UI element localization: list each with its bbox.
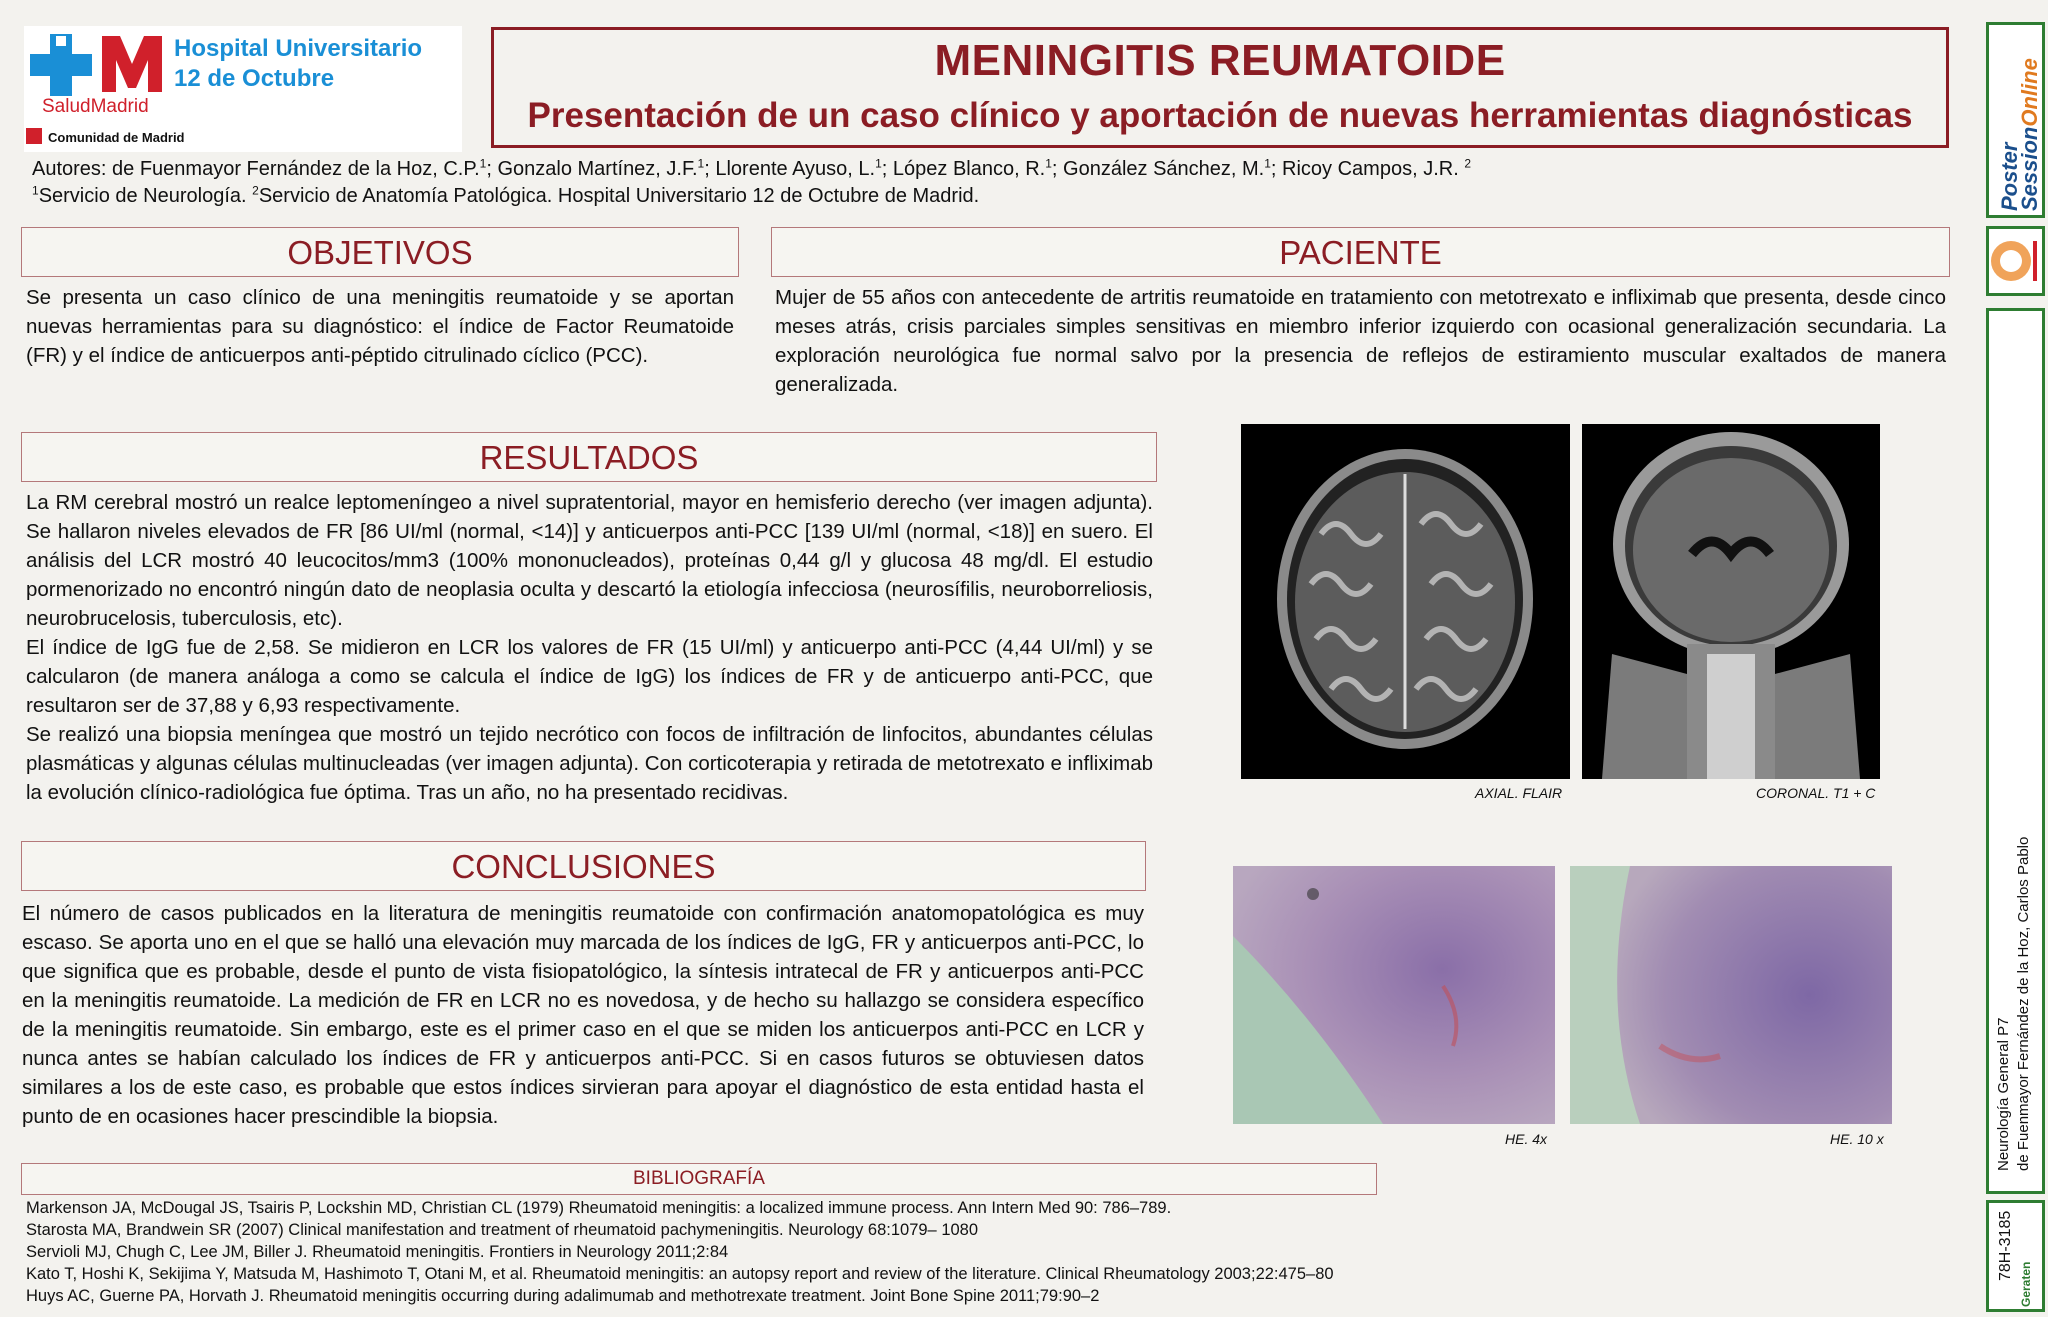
poster-info-category: Neurología General P7 xyxy=(1995,1017,2012,1171)
conclusiones-text: El número de casos publicados en la literatura de meningitis reumatoide con confirmación anatomopatológica es muy escaso. Se aporta uno en el que se halló una elevación muy marcada de los índices de IgG, FR y anticuerpos anti-PCC, lo que significa que es probable, desde el punto de vista fisiopatológico, la síntesis intratecal de FR y anticuerpos anti-PCC en la meningitis reumatoide. La medición de FR en LCR no es novedosa, y de hecho su hallazgo se considera específico de la meningitis reumatoide. Sin embargo, este es el primer caso en el que se miden los anticuerpos anti-PCC en LCR y nunca antes se habían calculado los índices de FR y anticuerpos anti-PCC. Si en casos futuros se obtuviesen datos similares a los de este caso, es probable que estos índices sirvieran para apoyar el diagnóstico de esta entidad hasta el punto de en ocasiones hacer prescindible la biopsia. xyxy=(22,902,1144,1128)
sup-3: 1 xyxy=(875,156,882,171)
conclusiones-heading: CONCLUSIONES xyxy=(21,841,1146,891)
brand-online: Online xyxy=(2017,58,2042,127)
author-2: ; Gonzalo Martínez, J.F. xyxy=(486,158,698,180)
reference-item: Servioli MJ, Chugh C, Lee JM, Biller J. Rheumatoid meningitis. Frontiers in Neurology 2011;2:84 xyxy=(26,1243,729,1261)
title-box xyxy=(491,27,1949,148)
reference-item: Kato T, Hoshi K, Sekijima Y, Matsuda M, Hashimoto T, Otani M, et al. Rheumatoid meningitis: an autopsy report and review of the literature. Clinical Rheumatology 2003;22:475–80 xyxy=(26,1265,1334,1283)
poster-code-strip xyxy=(1986,1200,2045,1312)
bibliografia-heading: BIBLIOGRAFÍA xyxy=(21,1163,1377,1195)
poster-title: MENINGITIS REUMATOIDE xyxy=(934,36,1506,85)
affiliations-line xyxy=(32,185,979,208)
sup-4: 1 xyxy=(1045,156,1052,171)
reference-item: Huys AC, Guerne PA, Horvath J. Rheumatoid meningitis occurring during adalimumab and methotrexate treatment. Joint Bone Spine 2011;79:90–2 xyxy=(26,1287,1100,1305)
objetivos-text: Se presenta un caso clínico de una meningitis reumatoide y se aportan nuevas herramientas para su diagnóstico: el índice de Factor Reumatoide (FR) y el índice de anticuerpos anti-péptido citrulinado cíclico (PCC). xyxy=(26,286,734,367)
brand-small: Geraten xyxy=(2019,1261,2033,1307)
author-6: ; Ricoy Campos, J.R. xyxy=(1270,158,1465,180)
resultados-text xyxy=(26,488,1153,807)
he4x-caption: HE. 4x xyxy=(1505,1131,1548,1147)
sup-2: 1 xyxy=(697,156,705,171)
authors-line xyxy=(32,158,1471,181)
paciente-heading: PACIENTE xyxy=(771,227,1950,277)
logo-salud: SaludMadrid xyxy=(42,96,149,117)
mri-coronal-t1-image xyxy=(1582,424,1880,779)
brand-session: Session xyxy=(2017,126,2042,211)
poster-subtitle: Presentación de un caso clínico y aportación de nuevas herramientas diagnósticas xyxy=(527,96,1913,135)
logo-hospital-line1: Hospital Universitario xyxy=(174,35,423,62)
brand-poster: Poster xyxy=(1997,142,2022,211)
poster-info-author: de Fuenmayor Fernández de la Hoz, Carlos Pablo xyxy=(2015,836,2032,1171)
postersession-brand[interactable] xyxy=(1986,22,2045,218)
society-logo xyxy=(1986,226,2045,296)
resultados-p2: El índice de IgG fue de 2,58. Se midieron en LCR los valores de FR (15 UI/ml) y anticuerpo anti-PCC (4,44 UI/ml) y se calcularon (de manera análoga a como se calcula el índice de IgG) los índices de FR y de anticuerpo anti-PCC, que resultaron ser de 37,88 y 6,93 respectivamente. xyxy=(26,636,1153,717)
paciente-text: Mujer de 55 años con antecedente de artritis reumatoide en tratamiento con metotrexato e infliximab que presenta, desde cinco meses atrás, crisis parciales simples sensitivas en miembro inferior izquierdo con ocasional generalización secundaria. La exploración neurológica fue normal salvo por la presencia de reflejos de estiramiento muscular exaltados de manera generalizada. xyxy=(775,286,1946,396)
affil-pathology: Servicio de Anatomía Patológica. Hospital Universitario 12 de Octubre de Madrid. xyxy=(258,185,980,207)
histology-he4x-image xyxy=(1233,866,1555,1124)
objetivos-heading: OBJETIVOS xyxy=(21,227,739,277)
bibliografia-list xyxy=(26,1197,1334,1307)
sup-1: 1 xyxy=(479,156,487,171)
author-3: ; Llorente Ayuso, L. xyxy=(704,158,876,180)
reference-item: Starosta MA, Brandwein SR (2007) Clinical manifestation and treatment of rheumatoid pachymeningitis. Neurology 68:1079– 1080 xyxy=(26,1221,979,1239)
reference-item: Markenson JA, McDougal JS, Tsairis P, Lockshin MD, Christian CL (1979) Rheumatoid meningitis: a localized immune process. Ann Intern Med 90: 786–789. xyxy=(26,1199,1172,1217)
society-emblem-icon xyxy=(1989,229,2042,293)
author-4: ; López Blanco, R. xyxy=(881,158,1046,180)
logo-hospital-line2: 12 de Octubre xyxy=(174,65,335,92)
axial-caption: AXIAL. FLAIR xyxy=(1475,785,1563,801)
hospital-logo xyxy=(24,26,462,152)
affil-sup-2: 2 xyxy=(252,183,259,198)
affil-neuro: Servicio de Neurología. xyxy=(38,185,253,207)
poster-info-strip xyxy=(1986,308,2045,1194)
coronal-caption: CORONAL. T1 + C xyxy=(1756,785,1876,801)
resultados-p1: La RM cerebral mostró un realce leptomeníngeo a nivel supratentorial, mayor en hemisferio derecho (ver imagen adjunta). Se hallaron niveles elevados de FR [86 UI/ml (normal, <14)] y anticuerpos anti-PCC [139 UI/ml (normal, <18)] en suero. El análisis del LCR mostró 40 leucocitos/mm3 (100% mononucleados), proteínas 0,44 g/l y glucosa 48 mg/dl. El estudio pormenorizado no encontró ningún dato de neoplasia oculta y descartó la etiología infecciosa (neurosífilis, neuroborreliosis, neurobrucelosis, tuberculosis, etc). xyxy=(26,491,1153,630)
resultados-heading: RESULTADOS xyxy=(21,432,1157,482)
he10x-caption: HE. 10 x xyxy=(1830,1131,1884,1147)
author-5: ; González Sánchez, M. xyxy=(1051,158,1265,180)
poster-code: 78H-3185 xyxy=(1997,1210,2014,1281)
resultados-p3: Se realizó una biopsia meníngea que mostró un tejido necrótico con focos de infiltración de linfocitos, abundantes células plasmáticas y algunas células multinucleadas (ver imagen adjunta). Con corticoterapia y retirada de metotrexato e infliximab la evolución clínico-radiológica fue óptima. Tras un año, no ha presentado recidivas. xyxy=(26,723,1153,804)
sup-6: 2 xyxy=(1464,156,1471,171)
histology-he10x-image xyxy=(1570,866,1892,1124)
author-1: Autores: de Fuenmayor Fernández de la Hoz, C.P. xyxy=(32,158,480,180)
sup-5: 1 xyxy=(1264,156,1271,171)
logo-comunidad: Comunidad de Madrid xyxy=(48,130,185,145)
mri-axial-flair-image xyxy=(1241,424,1570,779)
affil-sup-1: 1 xyxy=(32,183,39,198)
